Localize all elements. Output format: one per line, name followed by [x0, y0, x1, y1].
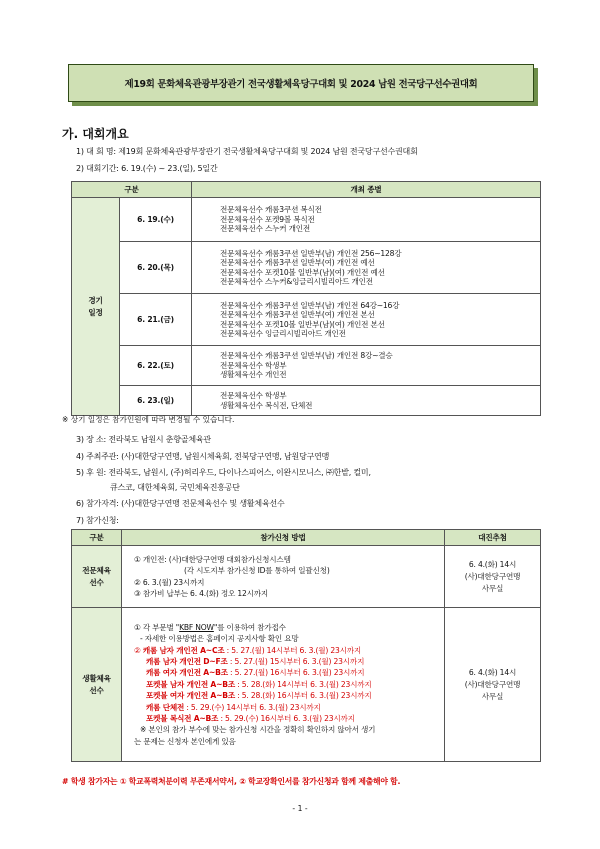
event-item: 전문체육선수 포켓9볼 복식전 — [220, 214, 315, 224]
schedule-label: 캐롬 단체전 — [146, 702, 185, 712]
info-sponsor: 5) 후 원: 전라북도, 남원시, (주)허리우드, 다이나스피어스, 이완시모니스, ㈜한밭, 컬미, — [76, 468, 371, 477]
method-line: (각 시도지부 참가신청 ID를 통하여 일괄신청) — [184, 566, 330, 576]
event-item: 생활체육선수 복식전, 단체전 — [220, 400, 313, 410]
info-organizer: 4) 주최주관: (사)대한당구연맹, 남원시체육회, 전북당구연맹, 남원당구연맹 — [76, 452, 330, 461]
event-item: 전문체육선수 캐롬3쿠션 복식전 — [220, 205, 322, 215]
apply-draw-pro: 6. 4.(화) 14시 (사)대한당구연맹 사무실 — [445, 546, 541, 608]
schedule-note: ※ 상기 일정은 참가인원에 따라 변경될 수 있습니다. — [62, 415, 235, 424]
schedule-header-category: 구분 — [72, 182, 192, 198]
table-row — [72, 346, 541, 386]
event-item: 전문체육선수 캐롬3쿠션 일반부(남) 개인전 64강~16강 — [220, 300, 400, 310]
schedule-date: 6. 21.(금) — [120, 294, 192, 346]
method-line — [134, 702, 438, 713]
event-item: 전문체육선수 스누커 개인전 — [220, 224, 311, 234]
schedule-header-events: 개최 종별 — [192, 182, 541, 198]
schedule-time: : 5. 28.(화) 14시부터 6. 3.(월) 23시까지 — [234, 679, 372, 689]
schedule-date: 6. 20.(목) — [120, 242, 192, 294]
apply-header-category: 구분 — [72, 530, 122, 546]
event-item: 전문체육선수 캐롬3쿠션 일반부(여) 개인전 본선 — [220, 310, 375, 320]
apply-draw-life: 6. 4.(화) 14시 (사)대한당구연맹 사무실 — [445, 608, 541, 762]
event-item: 전문체육선수 캐롬3쿠션 일반부(남) 개인전 256~128강 — [220, 248, 402, 258]
event-item: 전문체육선수 캐롬3쿠션 일반부(남) 개인전 8강~결승 — [220, 351, 393, 361]
event-item: 전문체육선수 캐롬3쿠션 일반부(여) 개인전 예선 — [220, 258, 375, 268]
apply-header-draw: 대진추첨 — [445, 530, 541, 546]
schedule-label: 캐롬 남자 개인전 A~C조 — [142, 645, 225, 655]
method-line: ③ 참가비 납부는 6. 4.(화) 정오 12시까지 — [134, 588, 268, 598]
table-row — [72, 546, 541, 608]
event-item: 전문체육선수 학생부 — [220, 360, 287, 370]
overview-event-period: 2) 대회기간: 6. 19.(수) ~ 23.(일), 5일간 — [76, 164, 218, 173]
event-item: 전문체육선수 스누커&잉글리시빌리아드 개인전 — [220, 276, 373, 286]
application-table — [71, 529, 541, 762]
schedule-events — [192, 198, 541, 242]
schedule-events — [192, 386, 541, 416]
schedule-label: 캐롬 남자 개인전 D~F조 — [146, 656, 228, 666]
apply-group-pro: 전문체육 선수 — [72, 546, 122, 608]
method-line — [134, 656, 438, 667]
table-row — [72, 608, 541, 762]
method-line: ① 개인전: (사)대한당구연맹 대회참가신청시스템 — [134, 554, 291, 564]
schedule-date: 6. 22.(토) — [120, 346, 192, 386]
schedule-events — [192, 294, 541, 346]
schedule-date: 6. 19.(수) — [120, 198, 192, 242]
schedule-label: 포켓볼 남자 개인전 A~B조 — [146, 679, 235, 689]
info-application: 7) 참가신청: — [76, 516, 119, 525]
method-note: 는 문제는 신청자 본인에게 있음 — [134, 736, 236, 746]
schedule-label: 포켓볼 복식전 A~B조 — [146, 714, 219, 724]
method-line — [134, 679, 438, 690]
event-item: 생활체육선수 개인전 — [220, 370, 287, 380]
info-venue: 3) 장 소: 전라북도 남원시 춘향골체육관 — [76, 435, 211, 444]
circle-two-marker: ② — [134, 645, 143, 655]
method-line — [134, 667, 438, 678]
table-row — [72, 242, 541, 294]
schedule-time: : 5. 27.(월) 14시부터 6. 3.(월) 23시까지 — [224, 645, 361, 655]
student-warning: # 학생 참가자는 ① 학교폭력처분이력 부존재서약서, ② 학교장확인서를 참가신청과 함께 제출해야 함. — [62, 777, 401, 786]
method-line — [134, 622, 438, 633]
schedule-group-label: 경기 일정 — [72, 198, 120, 416]
method-text: ① 각 부문별 " — [134, 622, 180, 632]
title-banner: 제19회 문화체육관광부장관기 전국생활체육당구대회 및 2024 남원 전국당구선수권대회 — [68, 64, 534, 102]
page-number: - 1 - — [292, 804, 308, 813]
table-row — [72, 198, 541, 242]
section-title: 가. 대회개요 — [62, 127, 129, 141]
schedule-time: : 5. 29.(수) 14시부터 6. 3.(월) 23시까지 — [184, 702, 321, 712]
method-line — [134, 713, 438, 724]
apply-group-life: 생활체육 선수 — [72, 608, 122, 762]
method-line: - 자세한 이용방법은 홈페이지 공지사항 확인 요망 — [140, 634, 299, 644]
info-sponsor-cont: 큐스코, 대한체육회, 국민체육진흥공단 — [110, 483, 240, 492]
kbf-now-link[interactable]: KBF NOW — [179, 622, 214, 632]
event-item: 전문체육선수 포켓10볼 일반부(남)(여) 개인전 본선 — [220, 319, 385, 329]
apply-method-pro — [122, 546, 445, 608]
method-line — [134, 690, 438, 701]
method-line — [134, 645, 438, 656]
apply-header-method: 참가신청 방법 — [122, 530, 445, 546]
event-item: 전문체육선수 잉글리시빌리아드 개인전 — [220, 328, 346, 338]
schedule-time: : 5. 29.(수) 16시부터 6. 3.(월) 23시까지 — [218, 714, 355, 724]
schedule-table — [71, 181, 541, 416]
method-line: ② 6. 3.(월) 23시까지 — [134, 577, 205, 587]
schedule-time: : 5. 27.(월) 15시부터 6. 3.(월) 23시까지 — [227, 656, 365, 666]
table-row — [72, 386, 541, 416]
method-note: ※ 본인의 참가 부수에 맞는 참가신청 시간을 정확히 확인하지 않아서 생기 — [140, 725, 376, 735]
schedule-label: 포켓볼 여자 개인전 A~B조 — [146, 691, 235, 701]
schedule-time: : 5. 27.(월) 16시부터 6. 3.(월) 23시까지 — [227, 668, 365, 678]
schedule-label: 캐롬 여자 개인전 A~B조 — [146, 668, 228, 678]
method-text: "를 이용하여 참가접수 — [213, 622, 286, 632]
schedule-time: : 5. 28.(화) 16시부터 6. 3.(월) 23시까지 — [234, 691, 372, 701]
apply-method-life — [122, 608, 445, 762]
schedule-date: 6. 23.(일) — [120, 386, 192, 416]
overview-event-name: 1) 대 회 명: 제19회 문화체육관광부장관기 전국생활체육당구대회 및 2024 남원 전국당구선수권대회 — [76, 147, 418, 156]
event-item: 전문체육선수 포켓10볼 일반부(남)(여) 개인전 예선 — [220, 267, 385, 277]
info-eligibility: 6) 참가자격: (사)대한당구연맹 전문체육선수 및 생활체육선수 — [76, 499, 285, 508]
schedule-events — [192, 346, 541, 386]
event-item: 전문체육선수 학생부 — [220, 391, 287, 401]
schedule-events — [192, 242, 541, 294]
table-row — [72, 294, 541, 346]
